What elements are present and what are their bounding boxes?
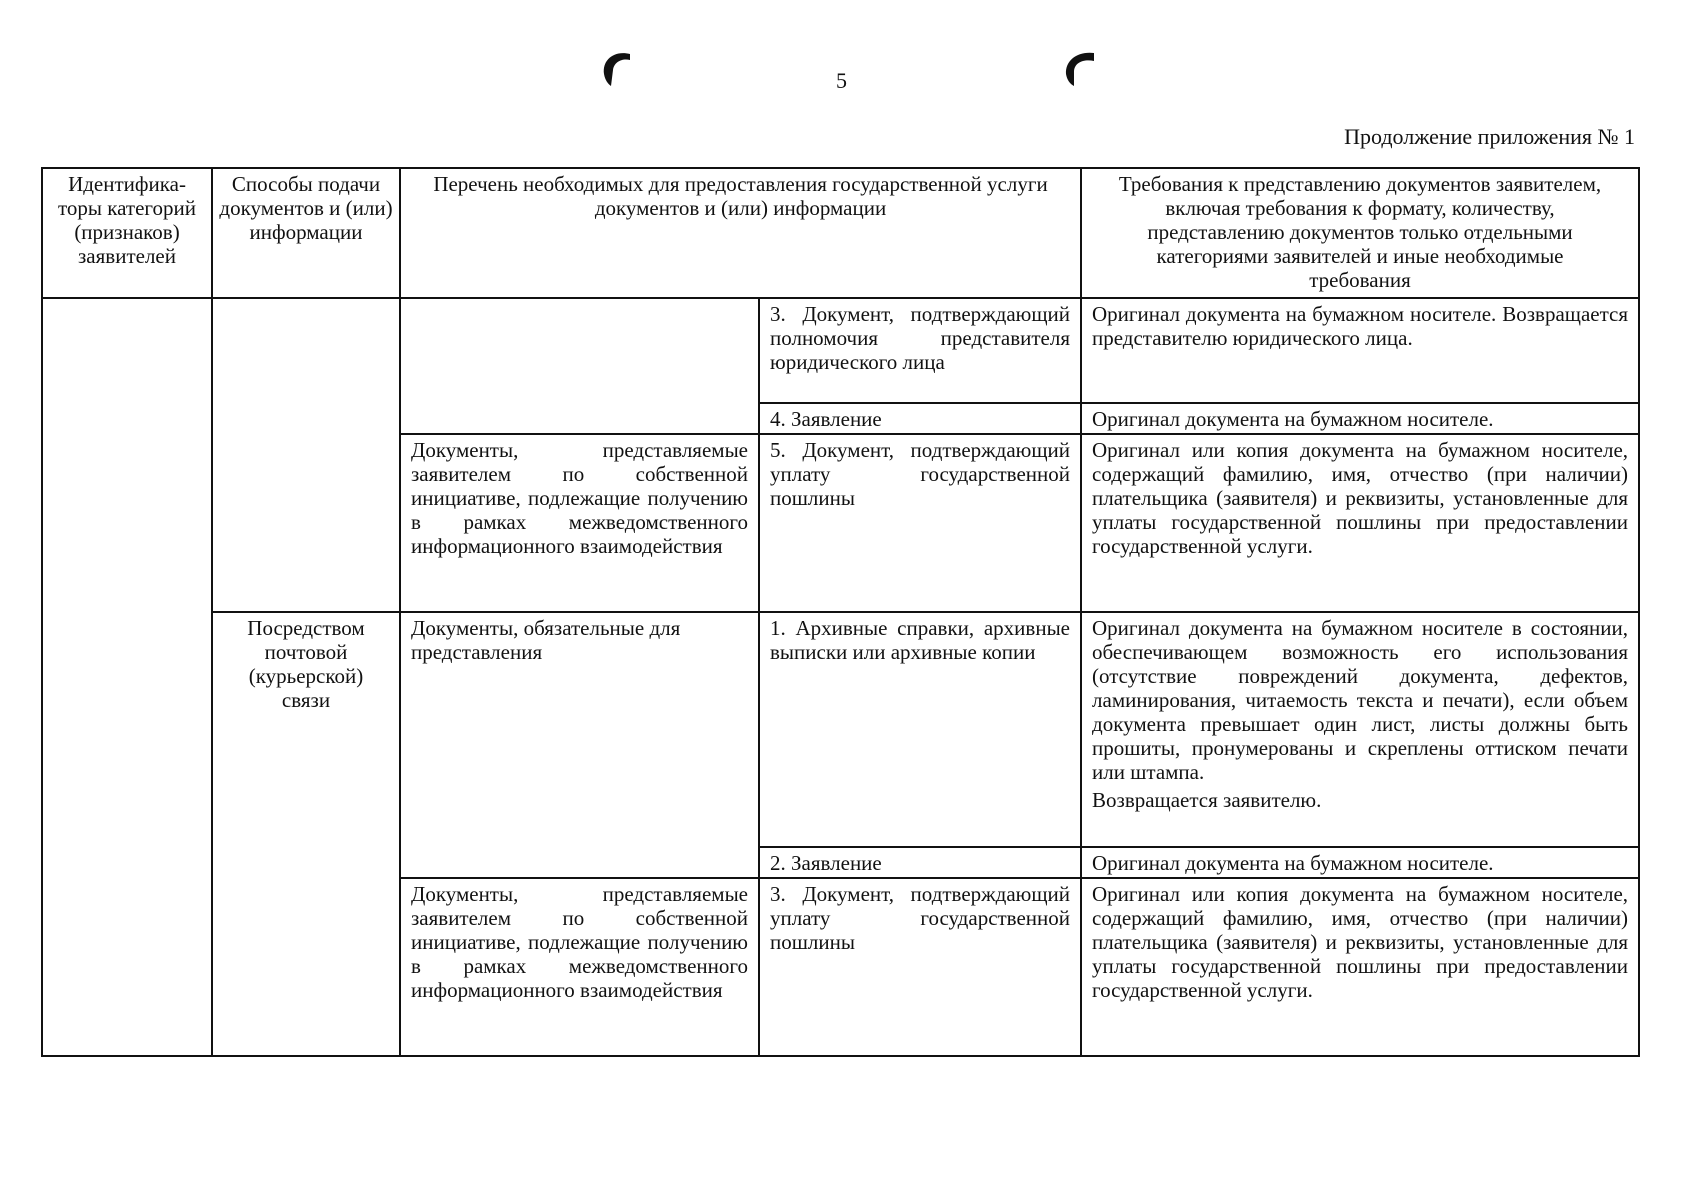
requirements-text: Оригинал документа на бумажном носителе в состоянии, обеспечивающем возможность его использования (отсутствие повреждений документа, дефектов, ламинирования, читаемость текста и печати), если объем документа превышает один лист, листы должны быть прошиты, пронумерованы и скреплены оттиском печати или штампа. bbox=[1092, 616, 1629, 784]
appendix-continuation-label: Продолжение приложения № 1 bbox=[1344, 124, 1635, 149]
document-cell: 5. Документ, подтверждающий уплату государственной пошлины bbox=[759, 434, 1081, 612]
requirements-text: Возвращается заявителю. bbox=[1092, 788, 1322, 812]
requirements-cell bbox=[1081, 612, 1639, 847]
document-cell: 4. Заявление bbox=[759, 403, 1081, 434]
hole-punch-mark-icon bbox=[1062, 50, 1096, 88]
requirements-cell: Оригинал документа на бумажном носителе. Возвращается представителю юридического лица. bbox=[1081, 298, 1639, 403]
document-group-cell bbox=[400, 298, 759, 434]
document-cell: 2. Заявление bbox=[759, 847, 1081, 878]
column-header-submission-methods: Способы подачи документов и (или) информации bbox=[212, 168, 400, 298]
table-row bbox=[42, 612, 1639, 847]
applicant-category-cell bbox=[42, 298, 212, 1056]
document-cell: 3. Документ, подтверждающий полномочия представителя юридического лица bbox=[759, 298, 1081, 403]
document-group-cell: Документы, представляемые заявителем по собственной инициативе, подлежащие получению в рамках межведомственного информационного взаимодействия bbox=[400, 878, 759, 1056]
column-header-documents-list: Перечень необходимых для предоставления государственной услуги документов и (или) информации bbox=[400, 168, 1081, 298]
column-header-requirements: Требования к представлению документов заявителем, включая требования к формату, количеству, представлению документов только отдельными категориями заявителей и иные необходимые требования bbox=[1081, 168, 1639, 298]
column-header-applicant-categories: Идентифика-торы категорий (признаков) заявителей bbox=[42, 168, 212, 298]
table-header-row bbox=[42, 168, 1639, 298]
table-row bbox=[42, 298, 1639, 403]
submission-method-cell bbox=[212, 298, 400, 612]
submission-method-cell: Посредством почтовой (курьерской) связи bbox=[212, 612, 400, 1056]
document-cell: 1. Архивные справки, архивные выписки или архивные копии bbox=[759, 612, 1081, 847]
requirements-cell: Оригинал или копия документа на бумажном носителе, содержащий фамилию, имя, отчество (при наличии) плательщика (заявителя) и реквизиты, установленные для уплаты государственной пошлины при предоставлении государственной услуги. bbox=[1081, 878, 1639, 1056]
documents-requirements-table bbox=[41, 167, 1640, 1057]
hole-punch-mark-icon bbox=[600, 50, 634, 88]
requirements-cell: Оригинал или копия документа на бумажном носителе, содержащий фамилию, имя, отчество (при наличии) плательщика (заявителя) и реквизиты, установленные для уплаты государственной пошлины при предоставлении государственной услуги. bbox=[1081, 434, 1639, 612]
document-group-cell: Документы, представляемые заявителем по собственной инициативе, подлежащие получению в рамках межведомственного информационного взаимодействия bbox=[400, 434, 759, 612]
document-group-cell: Документы, обязательные для представления bbox=[400, 612, 759, 878]
requirements-cell: Оригинал документа на бумажном носителе. bbox=[1081, 403, 1639, 434]
page-number: 5 bbox=[836, 68, 847, 93]
document-cell: 3. Документ, подтверждающий уплату государственной пошлины bbox=[759, 878, 1081, 1056]
requirements-cell: Оригинал документа на бумажном носителе. bbox=[1081, 847, 1639, 878]
